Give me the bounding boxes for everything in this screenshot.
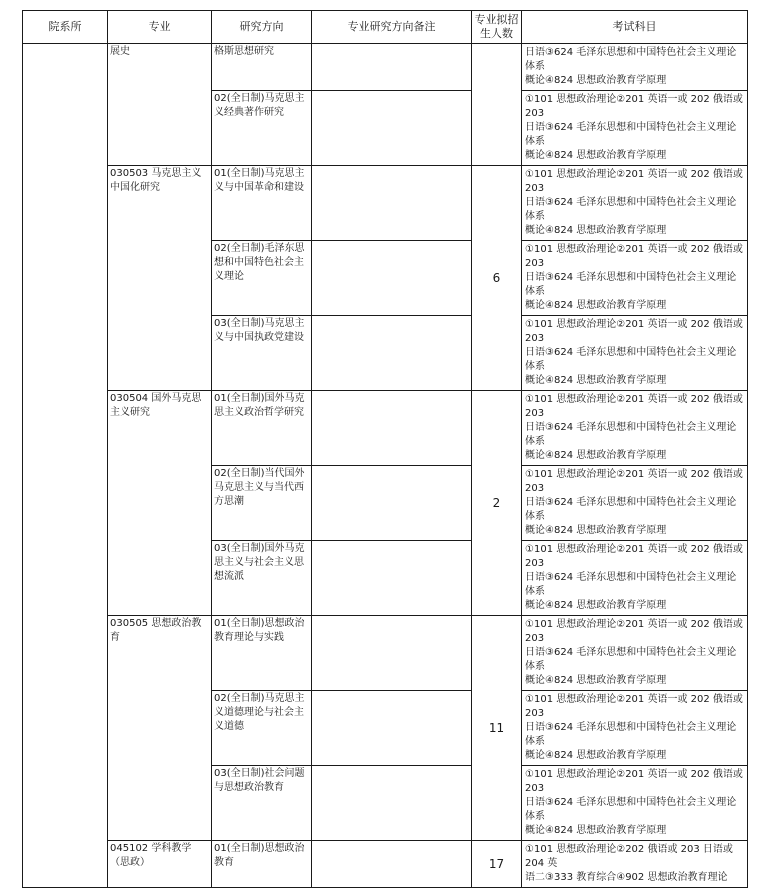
remark-cell [312, 841, 472, 888]
direction-cell: 02(全日制)当代国外马克思主义与当代西方思潮 [212, 466, 312, 541]
table-row [23, 44, 748, 91]
quota-cell [472, 44, 522, 166]
exam-cell: ①101 思想政治理论②201 英语一或 202 俄语或 203 日语③624 毛泽东思想和中国特色社会主义理论体系 概论④824 思想政治教育学原理 [522, 91, 748, 166]
remark-cell [312, 166, 472, 241]
remark-cell [312, 44, 472, 91]
exam-cell: ①101 思想政治理论②201 英语一或 202 俄语或 203 日语③624 毛泽东思想和中国特色社会主义理论体系 概论④824 思想政治教育学原理 [522, 466, 748, 541]
exam-cell: ①101 思想政治理论②201 英语一或 202 俄语或 203 日语③624 毛泽东思想和中国特色社会主义理论体系 概论④824 思想政治教育学原理 [522, 766, 748, 841]
exam-cell: ①101 思想政治理论②201 英语一或 202 俄语或 203 日语③624 毛泽东思想和中国特色社会主义理论体系 概论④824 思想政治教育学原理 [522, 616, 748, 691]
exam-cell: 日语③624 毛泽东思想和中国特色社会主义理论体系 概论④824 思想政治教育学原理 [522, 44, 748, 91]
major-cell: 030504 国外马克思主义研究 [108, 391, 212, 616]
exam-cell: ①101 思想政治理论②202 俄语或 203 日语或 204 英 语二③333 教育综合④902 思想政治教育理论 [522, 841, 748, 888]
enrollment-table [22, 10, 748, 888]
exam-cell: ①101 思想政治理论②201 英语一或 202 俄语或 203 日语③624 毛泽东思想和中国特色社会主义理论体系 概论④824 思想政治教育学原理 [522, 691, 748, 766]
remark-cell [312, 241, 472, 316]
direction-cell: 01(全日制)国外马克思主义政治哲学研究 [212, 391, 312, 466]
remark-cell [312, 316, 472, 391]
remark-cell [312, 541, 472, 616]
exam-cell: ①101 思想政治理论②201 英语一或 202 俄语或 203 日语③624 毛泽东思想和中国特色社会主义理论体系 概论④824 思想政治教育学原理 [522, 166, 748, 241]
header-dept: 院系所 [23, 11, 108, 44]
header-row [23, 11, 748, 44]
quota-cell: 2 [472, 391, 522, 616]
dept-cell [23, 44, 108, 888]
exam-cell: ①101 思想政治理论②201 英语一或 202 俄语或 203 日语③624 毛泽东思想和中国特色社会主义理论体系 概论④824 思想政治教育学原理 [522, 316, 748, 391]
direction-cell: 03(全日制)马克思主义与中国执政党建设 [212, 316, 312, 391]
remark-cell [312, 616, 472, 691]
exam-cell: ①101 思想政治理论②201 英语一或 202 俄语或 203 日语③624 毛泽东思想和中国特色社会主义理论体系 概论④824 思想政治教育学原理 [522, 391, 748, 466]
direction-cell: 03(全日制)社会问题与思想政治教育 [212, 766, 312, 841]
direction-cell: 02(全日制)马克思主义经典著作研究 [212, 91, 312, 166]
exam-cell: ①101 思想政治理论②201 英语一或 202 俄语或 203 日语③624 毛泽东思想和中国特色社会主义理论体系 概论④824 思想政治教育学原理 [522, 241, 748, 316]
table-row [23, 616, 748, 691]
direction-cell: 03(全日制)国外马克思主义与社会主义思想流派 [212, 541, 312, 616]
quota-cell: 11 [472, 616, 522, 841]
remark-cell [312, 91, 472, 166]
major-cell: 030505 思想政治教育 [108, 616, 212, 841]
quota-cell: 17 [472, 841, 522, 888]
direction-cell: 格斯思想研究 [212, 44, 312, 91]
table-row [23, 391, 748, 466]
direction-cell: 02(全日制)马克思主义道德理论与社会主义道德 [212, 691, 312, 766]
header-direction: 研究方向 [212, 11, 312, 44]
header-major: 专业 [108, 11, 212, 44]
exam-cell: ①101 思想政治理论②201 英语一或 202 俄语或 203 日语③624 毛泽东思想和中国特色社会主义理论体系 概论④824 思想政治教育学原理 [522, 541, 748, 616]
direction-cell: 02(全日制)毛泽东思想和中国特色社会主义理论 [212, 241, 312, 316]
table-row [23, 841, 748, 888]
major-cell: 展史 [108, 44, 212, 166]
header-quota: 专业拟招 生人数 [472, 11, 522, 44]
remark-cell [312, 766, 472, 841]
quota-cell: 6 [472, 166, 522, 391]
table-row [23, 166, 748, 241]
header-exam: 考试科目 [522, 11, 748, 44]
direction-cell: 01(全日制)马克思主义与中国革命和建设 [212, 166, 312, 241]
remark-cell [312, 391, 472, 466]
direction-cell: 01(全日制)思想政治教育 [212, 841, 312, 888]
remark-cell [312, 466, 472, 541]
header-remark: 专业研究方向备注 [312, 11, 472, 44]
direction-cell: 01(全日制)思想政治教育理论与实践 [212, 616, 312, 691]
major-cell: 045102 学科教学（思政） [108, 841, 212, 888]
remark-cell [312, 691, 472, 766]
major-cell: 030503 马克思主义中国化研究 [108, 166, 212, 391]
